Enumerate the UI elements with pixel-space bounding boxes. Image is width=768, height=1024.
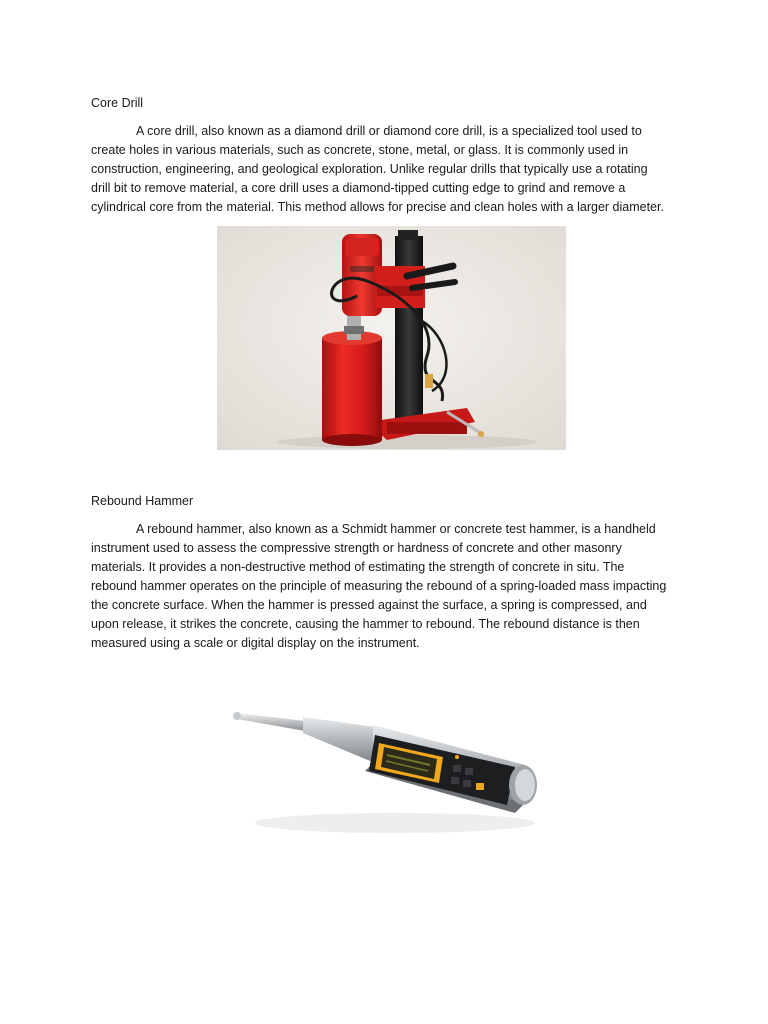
core-drill-image: [217, 226, 566, 450]
rebound-hammer-image: [225, 653, 551, 871]
text-line: A core drill, also known as a diamond drill or diamond core drill, is a specialized tool used to: [136, 124, 642, 138]
text-line: rebound hammer operates on the principle of measuring the rebound of a spring-loaded mass impacting: [91, 579, 667, 593]
heading-core-drill: Core Drill: [91, 96, 144, 110]
text-line: the concrete surface. When the hammer is pressed against the surface, a spring is compressed, and: [91, 598, 647, 612]
text-line: drill bit to remove material, a core drill uses a diamond-tipped cutting edge to grind and remove a: [91, 181, 626, 195]
text-line: A rebound hammer, also known as a Schmidt hammer or concrete test hammer, is a handheld: [136, 522, 656, 536]
text-line: materials. It provides a non-destructive method of estimating the strength of concrete in situ. The: [91, 560, 625, 574]
text-line: upon release, it strikes the concrete, causing the hammer to rebound. The rebound distance is then: [91, 617, 640, 631]
text-line: instrument used to assess the compressive strength or hardness of concrete and other masonry: [91, 541, 622, 555]
text-line: measured using a scale or digital display on the instrument.: [91, 636, 420, 650]
paragraph-core-drill: [91, 122, 683, 217]
text-line: cylindrical core from the material. This method allows for precise and clean holes with a larger diameter.: [91, 200, 664, 214]
text-line: create holes in various materials, such as concrete, stone, metal, or glass. It is commonly used in: [91, 143, 629, 157]
paragraph-rebound-hammer: [91, 520, 683, 653]
heading-rebound-hammer: Rebound Hammer: [91, 494, 194, 508]
text-line: construction, engineering, and geological exploration. Unlike regular drills that typically use a rotating: [91, 162, 648, 176]
